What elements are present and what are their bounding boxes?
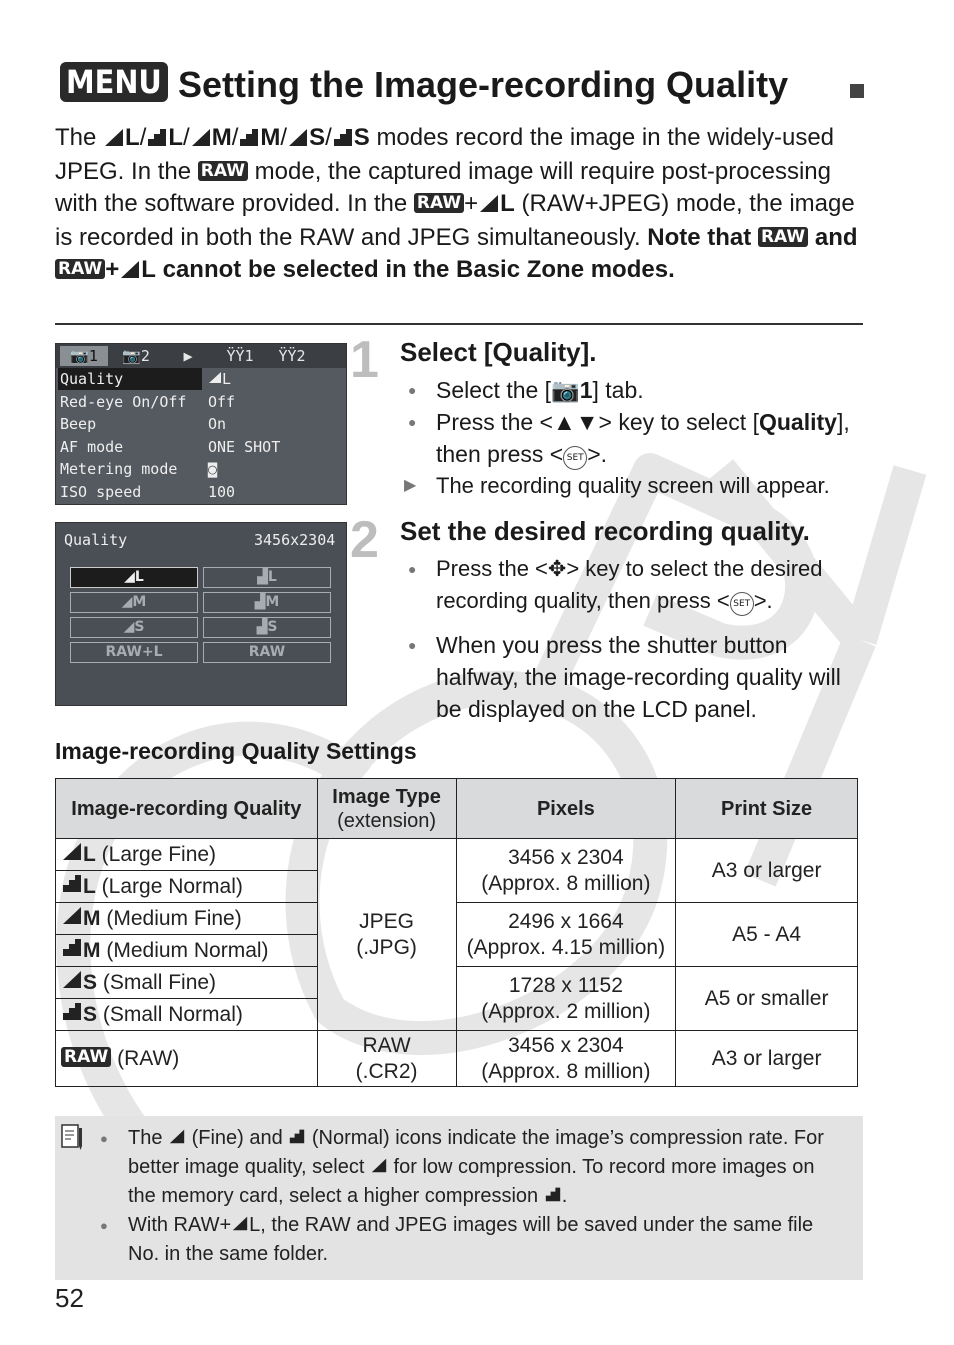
normal-icon — [61, 937, 83, 957]
raw-badge: RAW — [55, 259, 105, 279]
intro-text: The — [55, 124, 97, 151]
lcd-option-small-normal: ▟S — [203, 617, 331, 638]
set-button-icon: SET — [563, 446, 587, 470]
quality-cell: L (Large Normal) — [56, 871, 318, 903]
plus-sign: + — [105, 256, 120, 283]
step-number-1: 1 — [350, 331, 379, 389]
lcd-option-raw: RAW — [203, 642, 331, 663]
separator: / — [325, 124, 332, 151]
lcd-row-af-mode: AF mode ONE SHOT — [60, 437, 281, 456]
set-button-icon: SET — [730, 592, 754, 616]
separator: / — [139, 124, 147, 151]
col-header-type: Image Type (extension) — [317, 779, 456, 839]
camera-icon: 📷 — [551, 377, 580, 403]
page-number: 52 — [55, 1283, 84, 1313]
separator: / — [231, 124, 239, 151]
col-header-pixels: Pixels — [456, 779, 676, 839]
col-header-quality: Image-recording Quality — [56, 779, 318, 839]
quality-letter: L — [500, 190, 515, 217]
lcd-menu-list — [56, 368, 346, 503]
lcd-option-large-fine: ◢L — [70, 567, 198, 588]
fine-icon — [103, 124, 125, 156]
pixels-cell: 2496 x 1664 (Approx. 4.15 million) — [456, 903, 676, 967]
normal-icon — [288, 1128, 306, 1144]
fine-icon — [61, 969, 83, 989]
quality-letter: M — [211, 124, 232, 151]
print-cell: A5 - A4 — [676, 903, 858, 967]
raw-badge: RAW — [414, 193, 464, 213]
intro-text: mode, the captured image will require post-processing with the software provided. In the — [55, 158, 831, 217]
intro-note-bold: and — [814, 224, 858, 251]
lcd-quality-screen — [55, 522, 347, 706]
memo-icon — [59, 1122, 85, 1152]
step-1-bullets — [400, 374, 870, 502]
intro-note-bold: cannot be selected in the Basic Zone modes. — [162, 256, 675, 283]
intro-paragraph — [55, 122, 865, 288]
lcd-option-raw-jpeg: RAW+L — [70, 642, 198, 663]
quality-settings-table — [55, 778, 858, 1087]
quality-cell: S (Small Normal) — [56, 999, 318, 1031]
fine-icon — [61, 905, 83, 925]
note-item-raw-jpeg: ● With RAW+ L, the RAW and JPEG images will be saved under the same file No. in the same folder. — [100, 1211, 840, 1269]
lcd-row-beep: Beep On — [60, 415, 227, 433]
section-divider — [55, 323, 863, 325]
table-row — [56, 967, 858, 999]
quality-cell: RAW (RAW) — [56, 1031, 318, 1087]
table-row — [56, 903, 858, 935]
step-1-result: ▶ The recording quality screen will appear. — [400, 470, 870, 502]
quality-letter: S — [353, 124, 370, 151]
quality-letter: L — [168, 124, 184, 151]
fine-icon — [168, 1128, 186, 1144]
raw-badge: RAW — [198, 161, 248, 181]
lcd-quality-label: Quality — [64, 531, 128, 549]
lcd-quality-header — [56, 523, 346, 557]
raw-badge: RAW — [758, 227, 808, 247]
lcd-row-red-eye: Red-eye On/Off Off — [60, 392, 236, 411]
step-1-title: Select [Quality]. — [400, 337, 597, 367]
menu-badge: MENU — [60, 62, 168, 102]
pixels-cell: 1728 x 1152 (Approx. 2 million) — [456, 967, 676, 1031]
fine-icon — [231, 1215, 249, 1231]
intro-text: modes record the image in the widely-used JPEG. In the — [55, 124, 835, 185]
fine-icon — [208, 371, 222, 384]
quality-letter: L — [125, 124, 140, 151]
note-list — [100, 1124, 840, 1269]
pixels-cell: 3456 x 2304 (Approx. 8 million) — [456, 839, 676, 903]
col-header-print: Print Size — [676, 779, 858, 839]
fine-icon — [61, 841, 83, 861]
table-row — [56, 1031, 858, 1087]
fine-icon — [478, 190, 500, 222]
fine-icon — [287, 124, 309, 156]
quality-cell: L (Large Fine) — [56, 839, 318, 871]
table-title: Image-recording Quality Settings — [55, 738, 417, 764]
lcd-tab-setup-1: ŸŸ1 — [226, 347, 254, 365]
intro-text: (RAW+JPEG) mode, the image is recorded in both the RAW and JPEG simultaneously. — [55, 190, 855, 251]
lcd-menu-screen — [55, 343, 347, 505]
normal-icon — [61, 873, 83, 893]
step-1-bullet-key: ● Press the <▲▼> key to select [Quality], then press < SET >. — [400, 406, 870, 470]
normal-icon — [544, 1186, 562, 1202]
lcd-tab-playback: ▶ — [183, 347, 193, 365]
raw-badge: RAW — [61, 1047, 111, 1067]
lcd-row-quality: Quality L — [60, 370, 232, 388]
print-cell: A3 or larger — [676, 1031, 858, 1087]
note-box — [55, 1116, 863, 1280]
table-row — [56, 839, 858, 871]
lcd-option-large-normal: ▟L — [203, 567, 331, 588]
lcd-tab-bar — [56, 344, 346, 368]
step-1-bullet-tab: ● Select the [📷1] tab. — [400, 374, 870, 406]
fine-icon — [119, 256, 141, 288]
note-item-compression: ● The (Fine) and (Normal) icons indicate the image’s compression rate. For better image quality, select for low compression. To record more images on the memory card, select a higher compression . — [100, 1124, 840, 1211]
lcd-row-metering: Metering mode ◙ — [60, 460, 218, 478]
step-2-bullet-key: ● Press the <✥> key to select the desired recording quality, then press < SET >. — [400, 553, 870, 617]
table-header-row — [56, 779, 858, 839]
print-cell: A3 or larger — [676, 839, 858, 903]
step-2-title: Set the desired recording quality. — [400, 516, 810, 546]
quality-cell: M (Medium Normal) — [56, 935, 318, 967]
lcd-resolution: 3456x2304 — [254, 531, 336, 549]
type-cell-jpeg: JPEG (.JPG) — [317, 839, 456, 1031]
lcd-tab-shooting-2: 📷2 — [122, 347, 150, 365]
normal-icon — [332, 124, 354, 156]
quality-cell: S (Small Fine) — [56, 967, 318, 999]
print-cell: A5 or smaller — [676, 967, 858, 1031]
fine-icon — [370, 1157, 388, 1173]
up-down-key-icon: ▲▼ — [552, 409, 599, 435]
lcd-tab-setup-2: ŸŸ2 — [278, 347, 306, 365]
fine-icon — [190, 124, 212, 156]
lcd-option-small-fine: ◢S — [70, 617, 198, 638]
normal-icon — [146, 124, 168, 156]
type-cell-raw: RAW (.CR2) — [317, 1031, 456, 1087]
lcd-row-iso: ISO speed 100 — [60, 482, 236, 501]
lcd-option-medium-normal: ▟M — [203, 592, 331, 613]
step-2-bullets — [400, 553, 870, 725]
normal-icon — [238, 124, 260, 156]
quality-letter: L — [141, 256, 156, 283]
lcd-tab-shooting-1: 📷1 — [60, 346, 108, 366]
separator: / — [183, 124, 190, 151]
step-2-bullet-shutter: ● When you press the shutter button halfway, the image-recording quality will be displayed on the LCD panel. — [400, 629, 870, 725]
quality-letter: S — [309, 124, 326, 151]
title-square-marker — [850, 84, 864, 98]
cross-keys-icon: ✥ — [547, 556, 567, 581]
page-title: Setting the Image-recording Quality — [178, 64, 789, 105]
plus-sign: + — [464, 190, 479, 217]
step-number-2: 2 — [350, 511, 379, 569]
quality-cell: M (Medium Fine) — [56, 903, 318, 935]
normal-icon — [61, 1001, 83, 1021]
intro-note-bold: Note that — [647, 224, 752, 251]
pixels-cell: 3456 x 2304 (Approx. 8 million) — [456, 1031, 676, 1087]
quality-letter: M — [260, 124, 281, 151]
lcd-option-medium-fine: ◢M — [70, 592, 198, 613]
separator: / — [280, 124, 288, 151]
